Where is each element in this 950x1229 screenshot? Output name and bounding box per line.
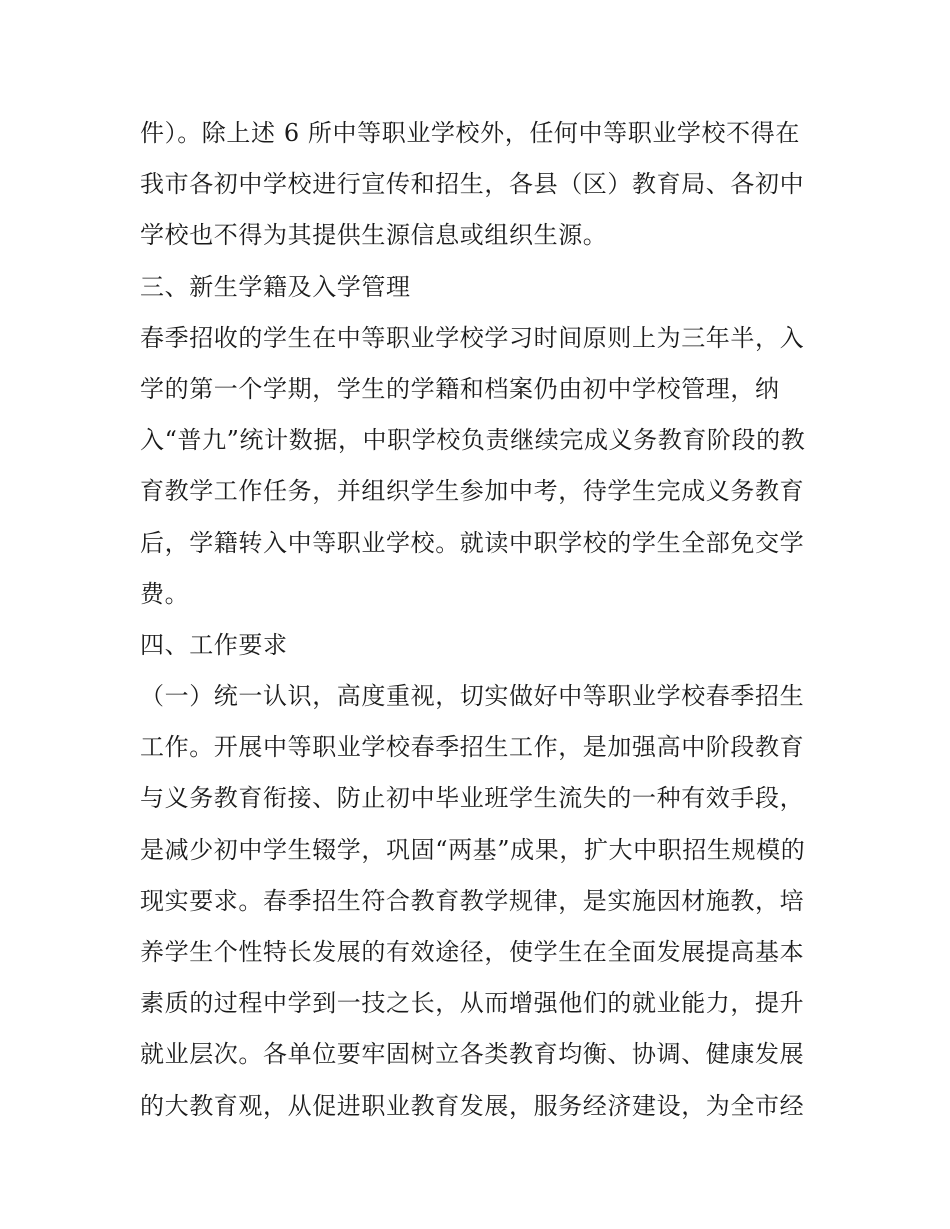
text-line: 后，学籍转入中等职业学校。就读中职学校的学生全部免交学 (140, 528, 805, 557)
text-line: 是减少初中学生辍学，巩固“两基”成果，扩大中职招生规模的 (140, 835, 806, 864)
text-line: 我市各初中学校进行宣传和招生，各县（区）教育局、各初中 (140, 170, 805, 199)
text-line: 素质的过程中学到一技之长，从而增强他们的就业能力，提升 (140, 989, 805, 1018)
text-line: 现实要求。春季招生符合教育教学规律，是实施因材施教，培 (140, 886, 805, 915)
subsection-heading-1: （一）统一认识，高度重视，切实做好中等职业学校春季招生 (140, 682, 805, 711)
text-line: 学的第一个学期，学生的学籍和档案仍由初中学校管理，纳 (140, 374, 780, 403)
text-line: 育教学工作任务，并组织学生参加中考，待学生完成义务教育 (140, 477, 805, 506)
text-line: 费。 (140, 579, 190, 608)
section-heading-4: 四、工作要求 (140, 630, 288, 659)
text-line: 养学生个性特长发展的有效途径，使学生在全面发展提高基本 (140, 938, 805, 966)
text-line: 工作。开展中等职业学校春季招生工作，是加强高中阶段教育 (140, 733, 805, 762)
text-line: 春季招收的学生在中等职业学校学习时间原则上为三年半，入 (140, 323, 805, 352)
text-line: 学校也不得为其提供生源信息或组织生源。 (140, 221, 608, 250)
body-text (140, 108, 820, 1132)
text-line: 入“普九”统计数据，中职学校负责继续完成义务教育阶段的教 (140, 426, 806, 455)
text-line: 件）。除上述 6 所中等职业学校外，任何中等职业学校不得在 (140, 119, 800, 147)
text-line: 与义务教育衔接、防止初中毕业班学生流失的一种有效手段， (140, 784, 805, 813)
text-line: 就业层次。各单位要牢固树立各类教育均衡、协调、健康发展 (140, 1040, 805, 1069)
text-line: 的大教育观，从促进职业教育发展，服务经济建设，为全市经 (140, 1091, 805, 1120)
section-heading-3: 三、新生学籍及入学管理 (140, 272, 411, 301)
